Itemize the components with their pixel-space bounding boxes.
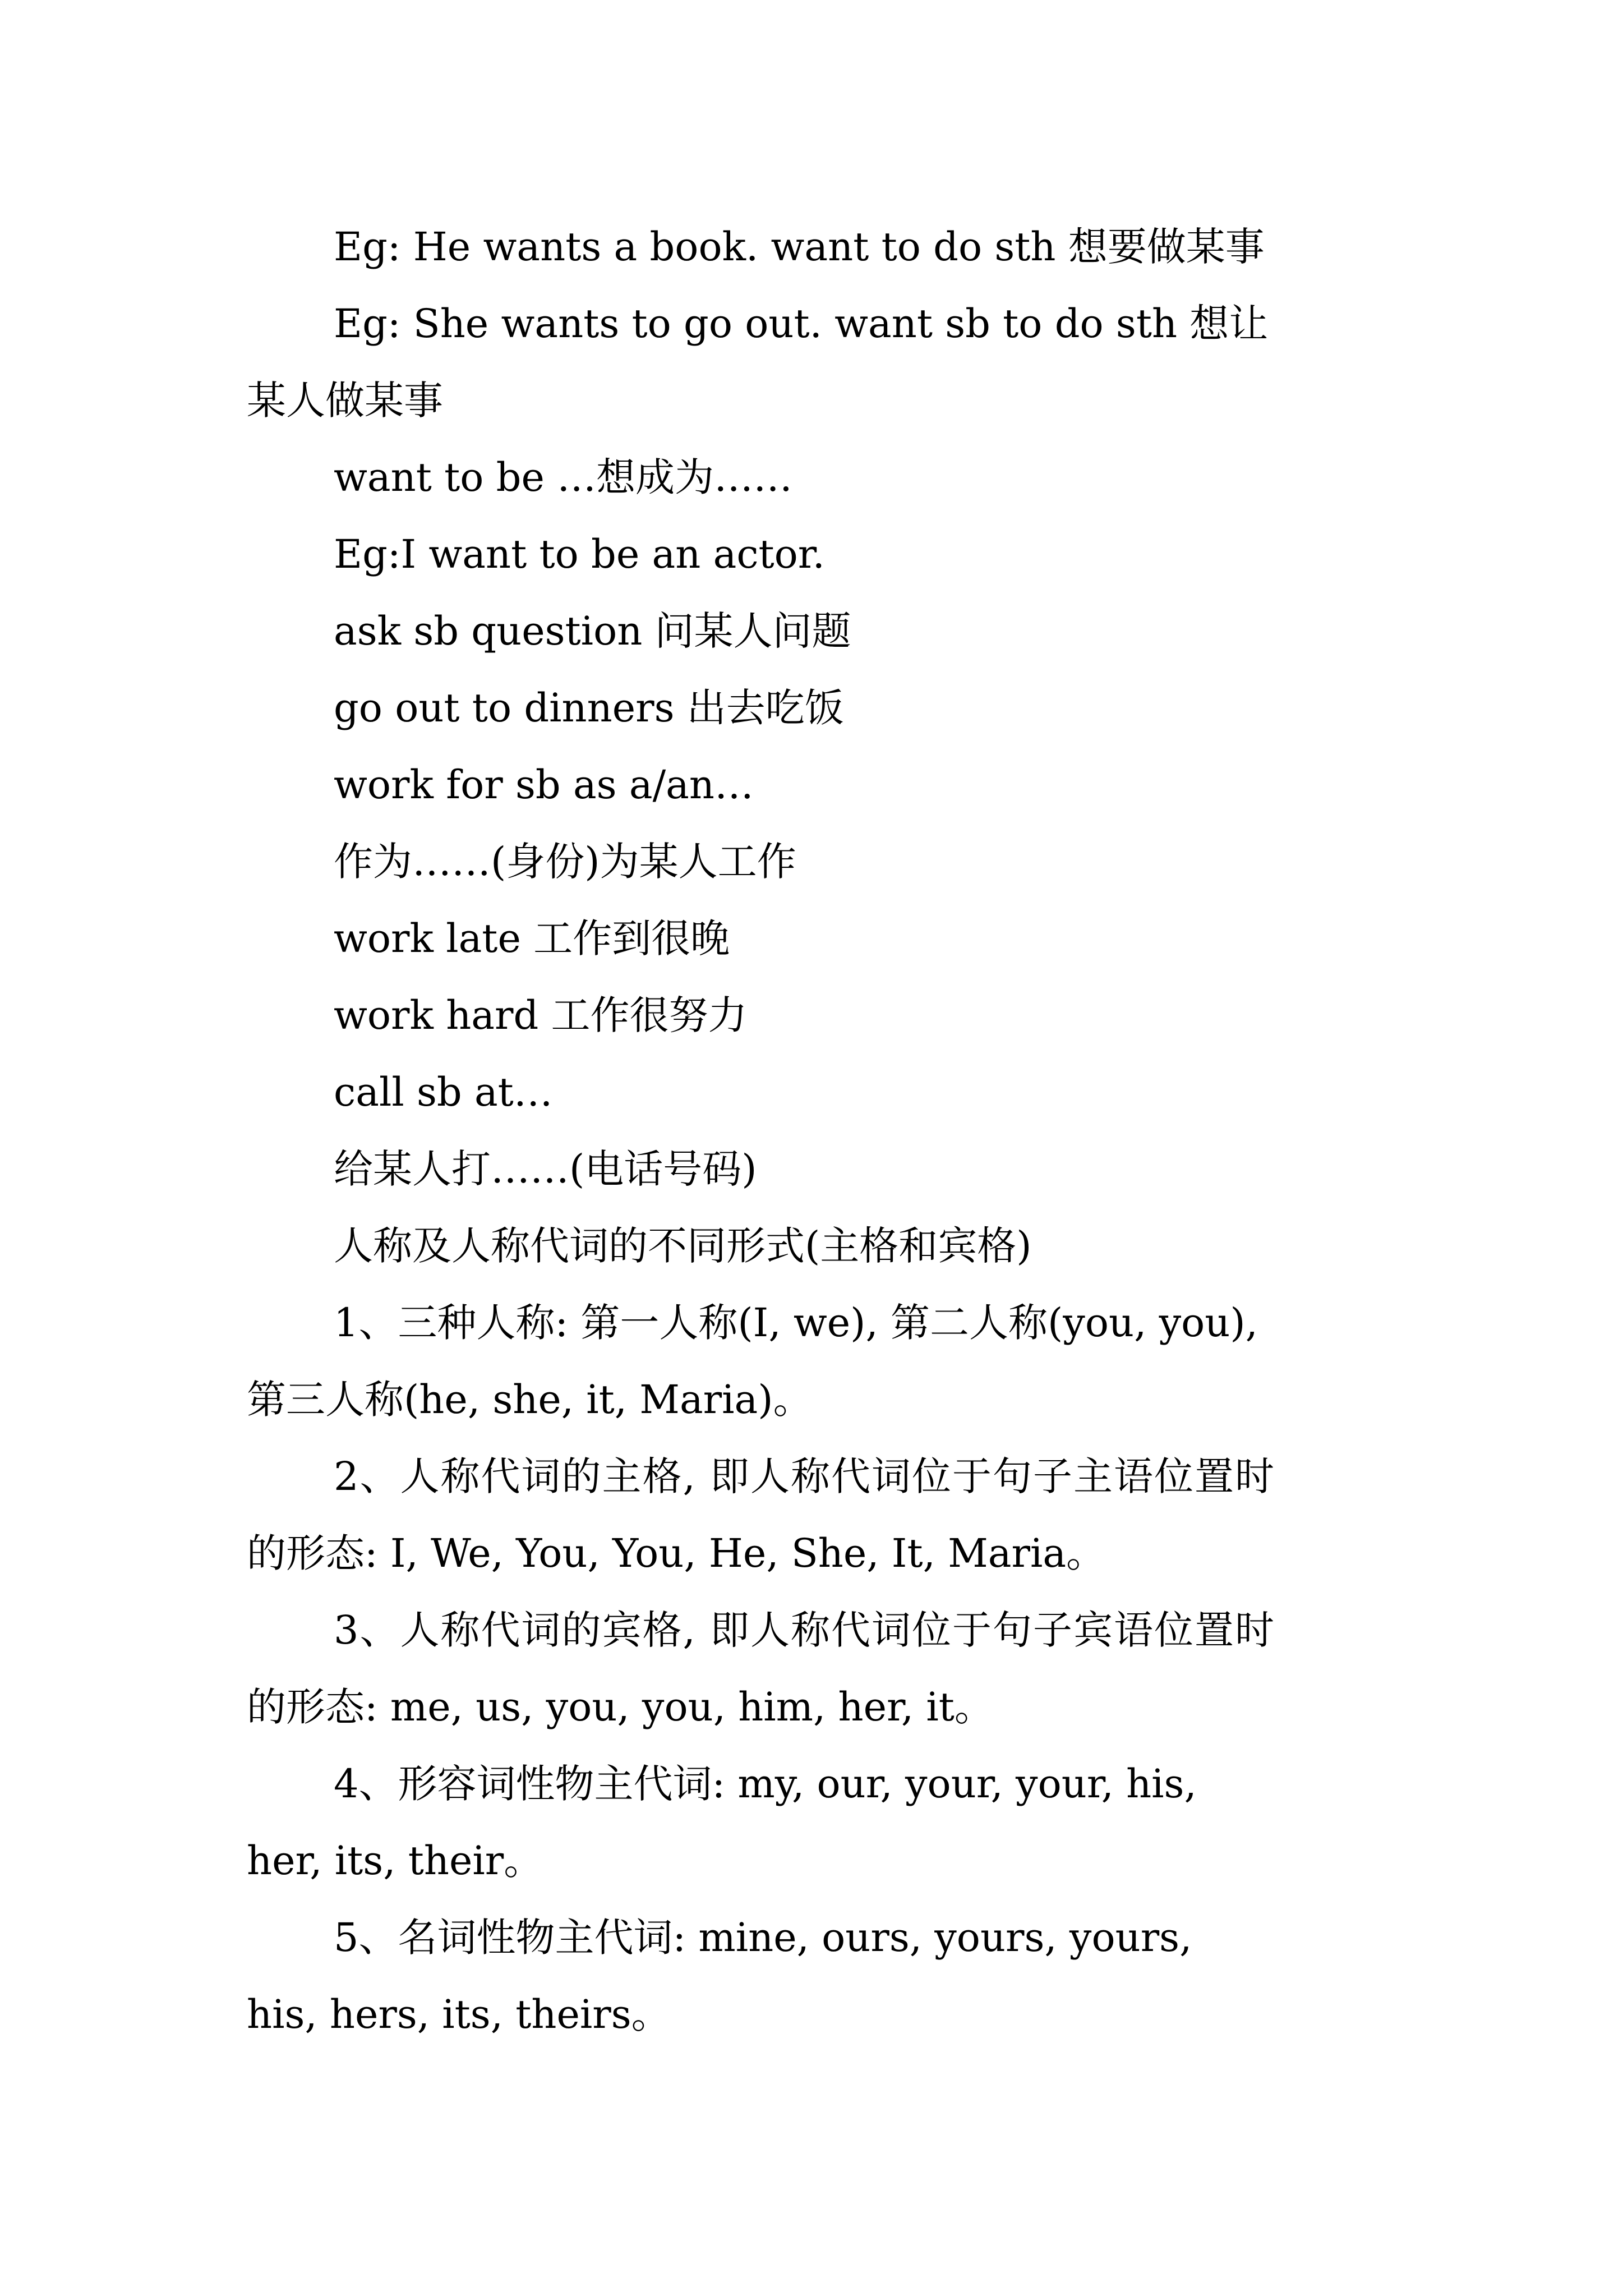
text-line-go-out-dinners: go out to dinners 出去吃饭 [334,685,844,731]
section-heading-pronouns: 人称及人称代词的不同形式(主格和宾格) [334,1223,1032,1269]
text-line-point-1: 1、三种人称: 第一人称(I, we), 第二人称(you, you), [334,1300,1258,1346]
text-line-ask-question: ask sb question 问某人问题 [334,608,851,654]
text-line-point-3-cont: 的形态: me, us, you, you, him, her, it。 [247,1684,994,1730]
text-line-point-2-cont: 的形态: I, We, You, You, He, She, It, Maria。 [247,1530,1106,1576]
text-line-call-meaning: 给某人打……(电话号码) [334,1146,757,1192]
document-body [247,209,1436,2053]
text-line-want-example-1: Eg: He wants a book. want to do sth 想要做某事 [334,224,1265,270]
text-line-point-2: 2、人称代词的主格, 即人称代词位于句子主语位置时 [334,1453,1276,1499]
text-line-want-example-2-cont: 某人做某事 [247,378,443,424]
text-line-want-example-2: Eg: She wants to go out. want sb to do sth 想让 [334,301,1269,347]
text-line-point-5: 5、名词性物主代词: mine, ours, yours, yours, [334,1915,1192,1961]
text-line-work-for: work for sb as a/an… [334,762,754,808]
text-line-want-to-be: want to be …想成为…… [334,454,793,500]
text-line-call-sb: call sb at… [334,1069,553,1115]
text-line-work-hard: work hard 工作很努力 [334,992,748,1038]
text-line-point-1-cont: 第三人称(he, she, it, Maria)。 [247,1377,813,1423]
text-line-work-late: work late 工作到很晚 [334,915,730,961]
text-line-actor-example: Eg:I want to be an actor. [334,531,825,577]
text-line-work-for-meaning: 作为……(身份)为某人工作 [334,839,796,885]
text-line-point-4-cont: her, its, their。 [247,1838,543,1884]
text-line-point-4: 4、形容词性物主代词: my, our, your, your, his, [334,1761,1197,1807]
text-line-point-5-cont: his, hers, its, theirs。 [247,1991,671,2037]
text-line-point-3: 3、人称代词的宾格, 即人称代词位于句子宾语位置时 [334,1607,1276,1653]
